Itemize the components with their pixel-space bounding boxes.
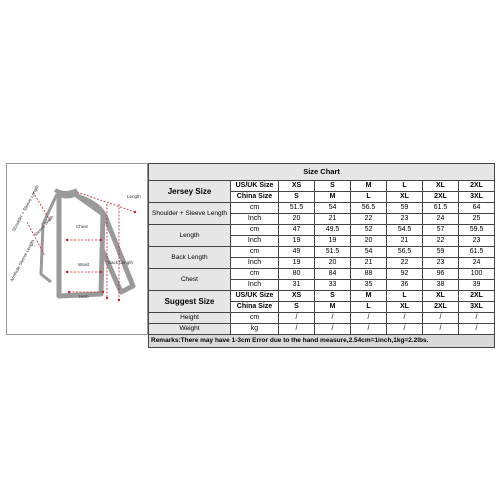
china-size: 2XL (423, 192, 459, 203)
label-length: Length (127, 194, 141, 199)
china-size: XL (387, 192, 423, 203)
value-cell: 23 (387, 214, 423, 225)
value-cell: 59 (387, 203, 423, 214)
value-cell: 84 (315, 269, 351, 280)
us-uk-size: S (315, 181, 351, 192)
suggest-china-size: XL (387, 302, 423, 313)
value-cell: / (459, 324, 495, 335)
value-cell: 36 (387, 280, 423, 291)
suggest-us-uk-size: 2XL (459, 291, 495, 302)
unit-cell: cm (231, 247, 279, 258)
value-cell: 22 (387, 258, 423, 269)
value-cell: 57 (423, 225, 459, 236)
label-armhole: Armhole Sleeve Length (9, 238, 36, 283)
value-cell: 47 (279, 225, 315, 236)
label-waist: Waist (78, 262, 90, 267)
suggest-china-size: 3XL (459, 302, 495, 313)
value-cell: / (423, 324, 459, 335)
value-cell: 19 (279, 258, 315, 269)
value-cell: 24 (423, 214, 459, 225)
value-cell: 92 (387, 269, 423, 280)
suggest-us-uk-label: US/UK Size (231, 291, 279, 302)
weight-label: Weight (149, 324, 231, 335)
value-cell: / (387, 324, 423, 335)
value-cell: 38 (423, 280, 459, 291)
label-sleeve-width: Sleeve Width (33, 214, 55, 238)
value-cell: 80 (279, 269, 315, 280)
unit-cell: cm (231, 225, 279, 236)
china-size: L (351, 192, 387, 203)
value-cell: 39 (459, 280, 495, 291)
value-cell: 49 (279, 247, 315, 258)
value-cell: 54.5 (387, 225, 423, 236)
jersey-size-label: Jersey Size (149, 181, 231, 203)
suggest-size-label: Suggest Size (149, 291, 231, 313)
china-size: M (315, 192, 351, 203)
value-cell: 64 (459, 203, 495, 214)
value-cell: 33 (315, 280, 351, 291)
value-cell: 49.5 (315, 225, 351, 236)
unit-cell: kg (231, 324, 279, 335)
value-cell: 61.5 (459, 247, 495, 258)
value-cell: 23 (459, 236, 495, 247)
us-uk-size: L (387, 181, 423, 192)
china-size-label: China Size (231, 192, 279, 203)
measure-label: Length (149, 225, 231, 247)
suggest-china-size: S (279, 302, 315, 313)
value-cell: 96 (423, 269, 459, 280)
us-uk-size: XS (279, 181, 315, 192)
value-cell: 61.5 (423, 203, 459, 214)
suggest-china-size: L (351, 302, 387, 313)
label-back-length: Back Length (108, 260, 134, 265)
value-cell: 59 (423, 247, 459, 258)
value-cell: / (351, 324, 387, 335)
value-cell: 54 (315, 203, 351, 214)
label-shoulder-sleeve: Shoulder + Sleeve Length (11, 184, 40, 233)
measure-label: Back Length (149, 247, 231, 269)
value-cell: 56.5 (351, 203, 387, 214)
value-cell: 20 (279, 214, 315, 225)
suggest-us-uk-size: XS (279, 291, 315, 302)
value-cell: 21 (387, 236, 423, 247)
us-uk-size-label: US/UK Size (231, 181, 279, 192)
value-cell: 21 (351, 258, 387, 269)
value-cell: 52 (351, 225, 387, 236)
suggest-us-uk-size: S (315, 291, 351, 302)
value-cell: 19 (315, 236, 351, 247)
remarks-note: Remarks:There may have 1-3cm Error due to the hand measure,2.54cm=1inch,1kg=2.2lbs. (149, 335, 495, 348)
value-cell: / (387, 313, 423, 324)
unit-cell: cm (231, 203, 279, 214)
value-cell: 25 (459, 214, 495, 225)
value-cell: / (315, 313, 351, 324)
label-chest: Chest (76, 224, 88, 229)
value-cell: 35 (351, 280, 387, 291)
value-cell: / (423, 313, 459, 324)
value-cell: / (279, 324, 315, 335)
size-chart-title: Size Chart (149, 164, 495, 181)
value-cell: 23 (423, 258, 459, 269)
china-size: 3XL (459, 192, 495, 203)
value-cell: / (351, 313, 387, 324)
value-cell: / (279, 313, 315, 324)
value-cell: 22 (423, 236, 459, 247)
us-uk-size: 2XL (459, 181, 495, 192)
value-cell: 20 (351, 236, 387, 247)
value-cell: 21 (315, 214, 351, 225)
height-label: Height (149, 313, 231, 324)
value-cell: 20 (315, 258, 351, 269)
unit-cell: Inch (231, 236, 279, 247)
value-cell: 31 (279, 280, 315, 291)
suggest-us-uk-size: XL (423, 291, 459, 302)
measure-label: Shoulder + Sleeve Length (149, 203, 231, 225)
label-hem: Hem (79, 294, 89, 299)
value-cell: 51.5 (315, 247, 351, 258)
value-cell: 51.5 (279, 203, 315, 214)
value-cell: 100 (459, 269, 495, 280)
suggest-china-size: M (315, 302, 351, 313)
suggest-china-label: China Size (231, 302, 279, 313)
value-cell: 24 (459, 258, 495, 269)
value-cell: 22 (351, 214, 387, 225)
suggest-us-uk-size: M (351, 291, 387, 302)
unit-cell: cm (231, 269, 279, 280)
size-chart-table (148, 163, 495, 348)
us-uk-size: XL (423, 181, 459, 192)
unit-cell: Inch (231, 280, 279, 291)
value-cell: 19 (279, 236, 315, 247)
unit-cell: cm (231, 313, 279, 324)
unit-cell: Inch (231, 258, 279, 269)
measure-label: Chest (149, 269, 231, 291)
value-cell: 56.5 (387, 247, 423, 258)
china-size: S (279, 192, 315, 203)
value-cell: / (459, 313, 495, 324)
value-cell: 59.5 (459, 225, 495, 236)
suggest-us-uk-size: L (387, 291, 423, 302)
value-cell: 54 (351, 247, 387, 258)
unit-cell: Inch (231, 214, 279, 225)
us-uk-size: M (351, 181, 387, 192)
value-cell: / (315, 324, 351, 335)
value-cell: 88 (351, 269, 387, 280)
suggest-china-size: 2XL (423, 302, 459, 313)
jersey-diagram (6, 163, 148, 335)
